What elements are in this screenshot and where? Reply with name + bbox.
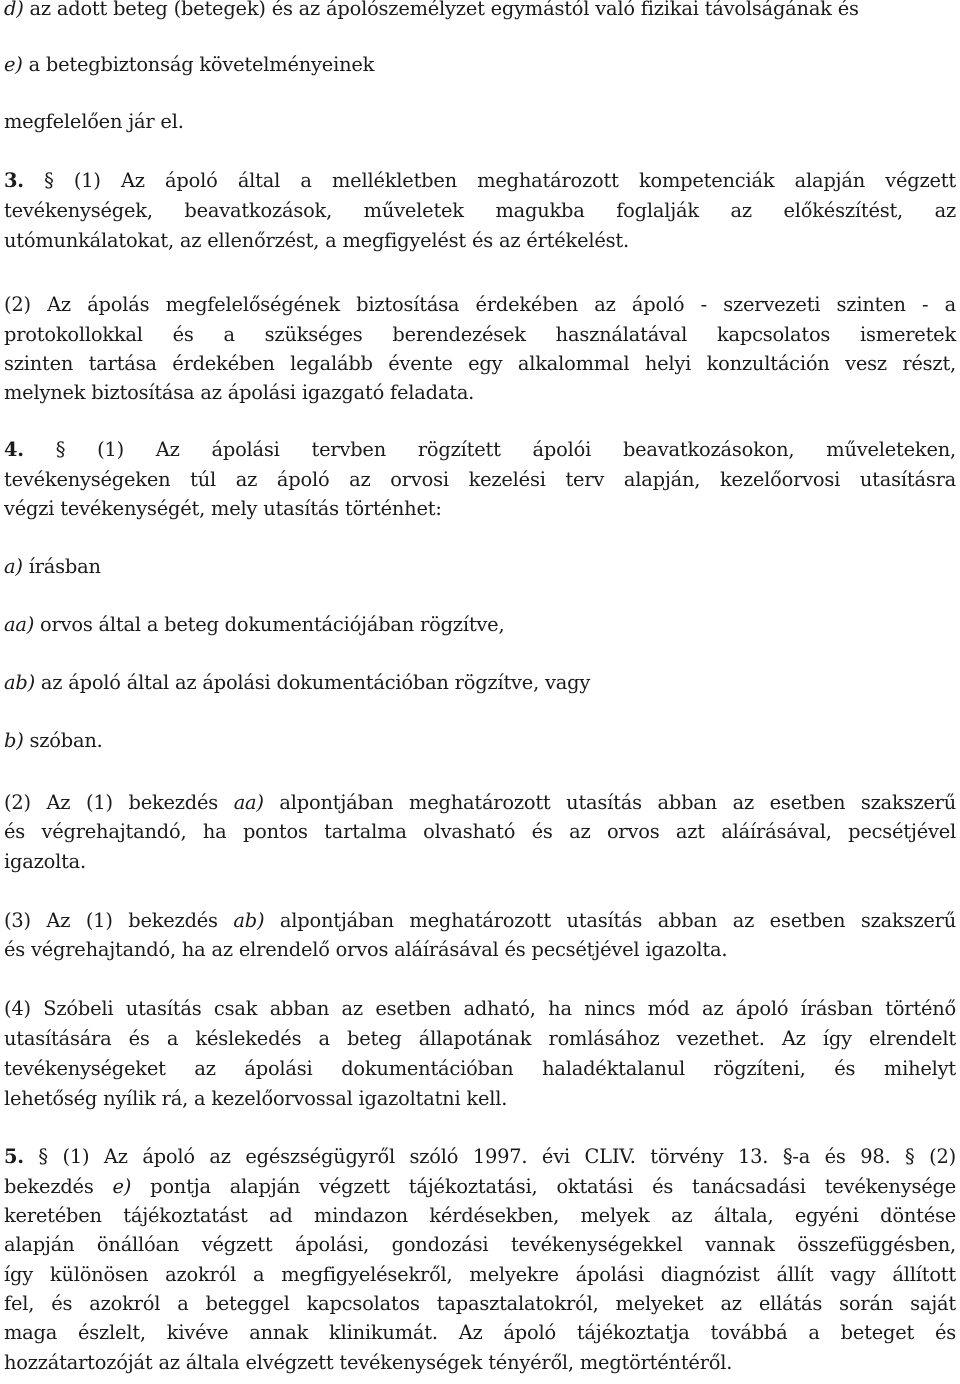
text-line <box>4 1172 956 1201</box>
text-run: tevékenységeket az ápolási dokumentációban haladéktalanul rögzíteni, és mihelyt <box>4 1057 956 1080</box>
text-run: (3) Az (1) bekezdés <box>4 909 234 932</box>
text-run: így különösen azokról a megfigyelésekről, melyekre ápolási diagnózist állít vagy állított <box>4 1263 956 1286</box>
text-line <box>4 1142 956 1171</box>
text-run: tevékenységeken túl az ápoló az orvosi kezelési terv alapján, kezelőorvosi utasításra <box>4 468 956 491</box>
text-run: keretében tájékoztatást ad mindazon kérdésekben, melyek az általa, egyéni döntése <box>4 1204 956 1227</box>
text-run: megfelelően jár el. <box>4 110 184 133</box>
text-run: melynek biztosítása az ápolási igazgató feladata. <box>4 381 475 404</box>
text-run: szinten tartása érdekében legalább évente egy alkalommal helyi konzultáción vesz részt, <box>4 352 956 375</box>
text-run: szóban. <box>23 729 103 752</box>
text-run: (4) Szóbeli utasítás csak abban az esetben adható, ha nincs mód az ápoló írásban történő <box>4 997 956 1020</box>
text-line <box>4 1024 956 1053</box>
text-line <box>4 994 956 1023</box>
text-line <box>4 378 956 407</box>
text-run: § (1) Az ápolási tervben rögzített ápolói beavatkozásokon, műveleteken, <box>23 438 956 461</box>
text-line <box>4 0 956 23</box>
text-run: § (1) Az ápoló által a mellékletben meghatározott kompetenciák alapján végzett <box>23 169 956 192</box>
text-run: fel, és azokról a beteggel kapcsolatos tapasztalatokról, melyeket az ellátás során saját <box>4 1292 956 1315</box>
text-run: és végrehajtandó, ha pontos tartalma olvasható és az orvos azt aláírásával, pecsétjével <box>4 820 956 843</box>
text-line <box>4 1260 956 1289</box>
text-run: az adott beteg (betegek) és az ápolószemélyzet egymástól való fizikai távolságának és <box>23 0 859 20</box>
text-run: végzi tevékenységét, mely utasítás történhet: <box>4 497 442 520</box>
point-label: ab) <box>233 909 265 932</box>
text-line <box>4 1201 956 1230</box>
text-line <box>4 1230 956 1259</box>
point-label: aa) <box>4 613 35 636</box>
point-label: a) <box>4 555 23 578</box>
text-run: tevékenységek, beavatkozások, műveletek magukba foglalják az előkészítést, az <box>4 199 956 222</box>
text-run: maga észlelt, kivéve annak klinikumát. Az ápoló tájékoztatja továbbá a beteget és <box>4 1321 956 1344</box>
text-line <box>4 166 956 195</box>
text-line <box>4 196 956 225</box>
text-line <box>4 726 956 755</box>
text-line <box>4 906 956 935</box>
text-run: protokollokkal és a szükséges berendezések használatával kapcsolatos ismeretek <box>4 323 956 346</box>
section-number: 4. <box>4 438 24 461</box>
point-label: b) <box>4 729 24 752</box>
text-line <box>4 320 956 349</box>
text-run: bekezdés <box>4 1175 113 1198</box>
text-run: a betegbiztonság követelményeinek <box>22 53 375 76</box>
section-number: 3. <box>4 169 24 192</box>
text-run: és végrehajtandó, ha az elrendelő orvos aláírásával és pecsétjével igazolta. <box>4 938 728 961</box>
text-run: utómunkálatokat, az ellenőrzést, a megfigyelést és az értékelést. <box>4 229 629 252</box>
text-line <box>4 935 956 964</box>
text-line <box>4 817 956 846</box>
text-line <box>4 552 956 581</box>
text-line <box>4 1084 956 1113</box>
text-line <box>4 349 956 378</box>
text-line <box>4 610 956 639</box>
text-run: hozzátartozóját az általa elvégzett tevékenységek tényéről, megtörténtéről. <box>4 1351 733 1374</box>
text-line <box>4 788 956 817</box>
text-run: § (1) Az ápoló az egészségügyről szóló 1997. évi CLIV. törvény 13. §-a és 98. § (2) <box>23 1145 956 1168</box>
text-line <box>4 847 956 876</box>
text-line <box>4 226 956 255</box>
text-line <box>4 494 956 523</box>
point-label: aa) <box>233 791 264 814</box>
text-line <box>4 1318 956 1347</box>
text-run: írásban <box>22 555 101 578</box>
text-run: pontja alapján végzett tájékoztatási, oktatási és tanácsadási tevékenysége <box>131 1175 956 1198</box>
section-number: 5. <box>4 1145 24 1168</box>
text-run: alapján önállóan végzett ápolási, gondozási tevékenységekkel vannak összefüggésben, <box>4 1233 956 1256</box>
text-line <box>4 1054 956 1083</box>
text-run: az ápoló által az ápolási dokumentációban rögzítve, vagy <box>34 671 591 694</box>
point-label: e) <box>112 1175 132 1198</box>
point-label: e) <box>4 53 23 76</box>
text-line <box>4 107 956 136</box>
text-run: igazolta. <box>4 850 86 873</box>
text-line <box>4 1348 956 1377</box>
text-line <box>4 465 956 494</box>
text-line <box>4 290 956 319</box>
text-run: lehetőség nyílik rá, a kezelőorvossal igazoltatni kell. <box>4 1087 508 1110</box>
point-label: ab) <box>4 671 35 694</box>
text-run: (2) Az ápolás megfelelőségének biztosítása érdekében az ápoló - szervezeti szinten - a <box>4 293 956 316</box>
text-run: (2) Az (1) bekezdés <box>4 791 234 814</box>
point-label: d) <box>4 0 24 20</box>
text-line <box>4 668 956 697</box>
text-line <box>4 435 956 464</box>
text-run: utasítására és a késlekedés a beteg állapotának romlásához vezethet. Az így elrendelt <box>4 1027 956 1050</box>
text-run: alpontjában meghatározott utasítás abban az esetben szakszerű <box>264 909 956 932</box>
text-line <box>4 50 956 79</box>
text-line <box>4 1289 956 1318</box>
text-run: orvos által a beteg dokumentációjában rögzítve, <box>34 613 505 636</box>
text-run: alpontjában meghatározott utasítás abban az esetben szakszerű <box>263 791 956 814</box>
